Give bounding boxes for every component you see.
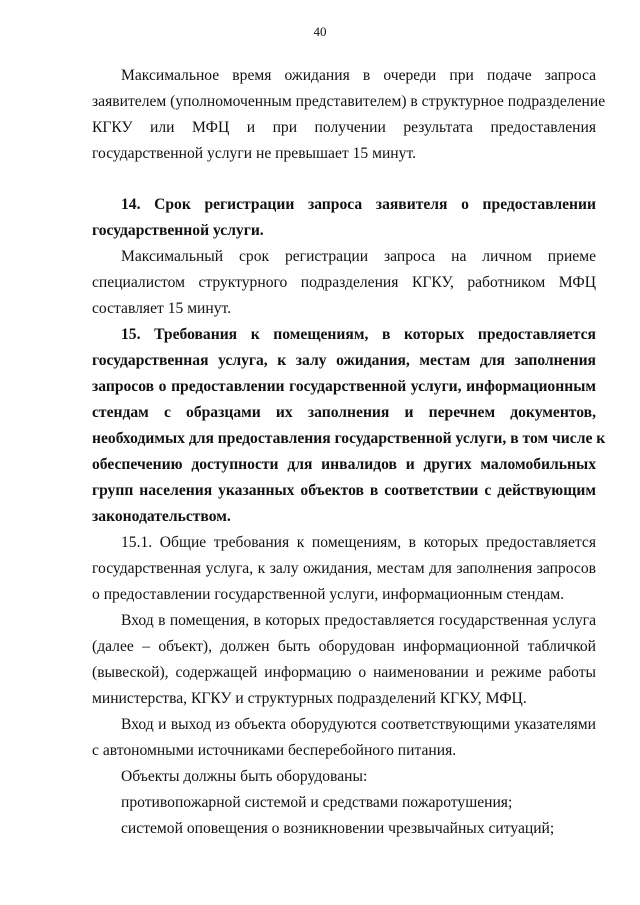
text-line: специалистом структурного подразделения КГКУ, работником МФЦ [92,274,596,291]
page-number: 40 [313,24,327,39]
text-line: КГКУ или МФЦ и при получении результата предоставления [92,119,596,136]
section-heading-15: стендам с образцами их заполнения и перечнем документов, [92,404,596,421]
text-line: Вход и выход из объекта оборудуются соответствующими указателями [121,716,596,733]
text-line: системой оповещения о возникновении чрезвычайных ситуаций; [121,820,555,837]
section-heading-15: законодательством. [92,508,231,525]
text-line: Вход в помещения, в которых предоставляется государственная услуга [121,612,596,629]
section-heading-15: государственная услуга, к залу ожидания, местам для заполнения [92,352,596,369]
text-line: противопожарной системой и средствами пожаротушения; [121,794,513,811]
text-line: Объекты должны быть оборудованы: [121,768,368,785]
text-line: (вывеской), содержащей информацию о наименовании и режиме работы [92,664,596,681]
text-line: государственной услуги не превышает 15 минут. [92,145,416,162]
text-line: Максимальный срок регистрации запроса на личном приеме [121,248,596,265]
text-line: составляет 15 минут. [92,300,232,317]
text-line: Максимальное время ожидания в очереди при подаче запроса [121,67,596,84]
section-heading-15: 15. Требования к помещениям, в которых предоставляется [121,326,596,343]
text-line: с автономными источниками бесперебойного питания. [92,742,457,759]
text-line: о предоставлении государственной услуги, информационным стендам. [92,586,565,603]
text-line: государственная услуга, к залу ожидания, местам для заполнения запросов [92,560,596,577]
text-line: 15.1. Общие требования к помещениям, в которых предоставляется [121,534,596,551]
text-line: (далее – объект), должен быть оборудован информационной табличкой [92,638,596,655]
section-heading-14: государственной услуги. [92,222,264,239]
text-line: министерства, КГКУ и структурных подразделений КГКУ, МФЦ. [92,690,527,707]
section-heading-15: обеспечению доступности для инвалидов и других маломобильных [92,456,596,473]
section-heading-14: 14. Срок регистрации запроса заявителя о предоставлении [121,196,596,213]
text-line: заявителем (уполномоченным представителем) в структурное подразделение [92,93,606,110]
section-heading-15: необходимых для предоставления государственной услуги, в том числе к [92,430,606,447]
section-heading-15: групп населения указанных объектов в соответствии с действующим [92,482,596,499]
section-heading-15: запросов о предоставлении государственной услуги, информационным [92,378,596,395]
